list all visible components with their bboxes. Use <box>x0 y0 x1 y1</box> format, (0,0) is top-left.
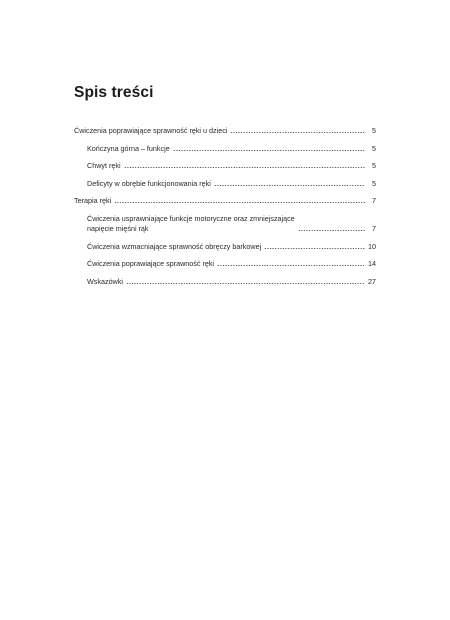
toc-entry[interactable] <box>74 161 376 171</box>
toc-entry-text: Kończyna górna – funkcje <box>87 143 170 153</box>
toc-page-number: 7 <box>372 223 376 233</box>
toc-dot-leader <box>298 229 365 232</box>
toc-dot-leader <box>114 201 365 204</box>
toc-entry-text: Wskazówki <box>87 276 123 286</box>
toc-entry[interactable] <box>74 259 376 269</box>
toc-page-number: 10 <box>368 241 376 251</box>
toc-page-number: 5 <box>372 161 376 171</box>
toc-entry[interactable] <box>74 214 376 234</box>
toc-entry-text: Chwyt ręki <box>87 161 121 171</box>
toc-title: Spis treści <box>74 84 154 101</box>
toc-entry-line: napięcie mięśni rąk <box>87 223 149 233</box>
toc-dot-leader <box>214 184 365 187</box>
toc-entry[interactable] <box>74 126 376 136</box>
toc-entry-text: Ćwiczenia wzmacniające sprawność obręczy barkowej <box>87 241 262 251</box>
toc-dot-leader <box>230 131 365 134</box>
toc-entry-text: Ćwiczenia poprawiające sprawność ręki <box>87 259 215 269</box>
toc-entry[interactable] <box>74 277 376 287</box>
toc-page-number: 27 <box>368 276 376 286</box>
toc-page-number: 5 <box>372 126 376 135</box>
toc-dot-leader <box>217 264 365 267</box>
toc-dot-leader <box>124 166 365 169</box>
toc-entry[interactable] <box>74 179 376 189</box>
toc-page-number: 14 <box>368 259 376 269</box>
toc-entry-line: Ćwiczenia usprawniające funkcje motoryczne oraz zmniejszające <box>87 213 295 223</box>
toc-list <box>74 126 376 294</box>
toc-entry-text: Terapia ręki <box>74 196 112 206</box>
toc-dot-leader <box>264 247 365 250</box>
toc-entry-text: Ćwiczenia poprawiające sprawność ręki u dzieci <box>74 126 228 135</box>
toc-dot-leader <box>173 149 365 152</box>
toc-page-number: 5 <box>372 143 376 153</box>
toc-page-number: 7 <box>372 196 376 206</box>
toc-page-number: 5 <box>372 178 376 188</box>
toc-entry[interactable] <box>74 242 376 252</box>
toc-dot-leader <box>126 282 365 285</box>
toc-entry[interactable] <box>74 196 376 206</box>
toc-entry[interactable] <box>74 144 376 154</box>
toc-entry-text: Deficyty w obrębie funkcjonowania ręki <box>87 178 211 188</box>
toc-entry-text <box>87 214 295 234</box>
